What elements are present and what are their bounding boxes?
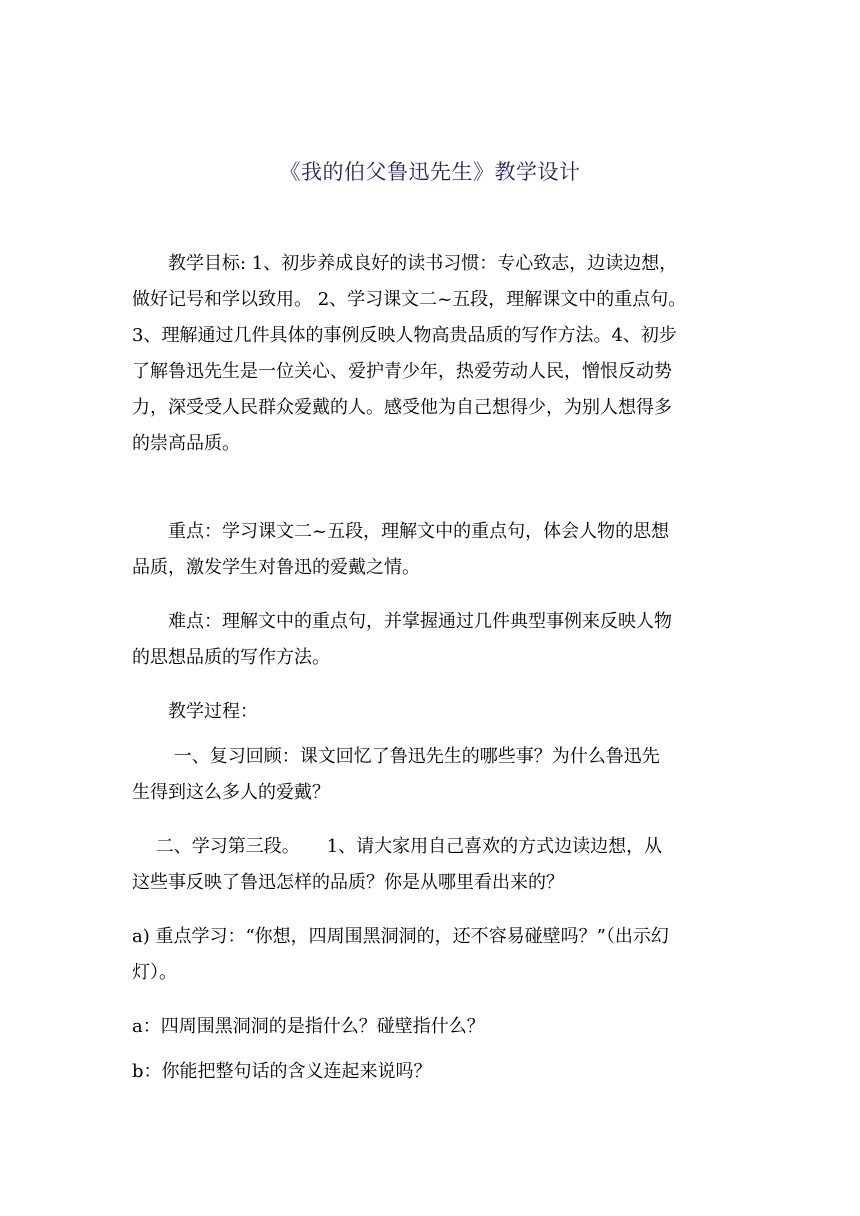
text-line: 力，深受受人民群众爱戴的人。感受他为自己想得少，为别人想得多 [132,397,672,418]
text-line: 教学目标: 1、初步养成良好的读书习惯：专心致志，边读边想， [132,253,678,274]
text-line: 3、理解通过几件具体的事例反映人物高贵品质的写作方法。4、初步 [132,325,677,346]
paragraph-key-points [132,514,732,586]
text-line: b：你能把整句话的含义连起来说吗？ [132,1061,432,1082]
paragraph-focus-study [132,919,732,991]
text-line: 做好记号和学以致用。 2、学习课文二~五段，理解课文中的重点句。 [132,289,687,310]
text-line: 教学过程： [132,701,258,722]
paragraph-process-heading [132,694,732,730]
text-line: 品质，激发学生对鲁迅的爱戴之情。 [132,557,420,578]
text-line: 灯）。 [132,962,177,983]
text-line: a) 重点学习：“你想，四周围黑洞洞的，还不容易碰壁吗？”（出示幻 [132,926,669,947]
text-line: 重点：学习课文二~五段，理解文中的重点句，体会人物的思想 [132,521,670,542]
paragraph-review [132,739,732,811]
text-line: 生得到这么多人的爱戴？ [132,782,330,803]
text-line: 这些事反映了鲁迅怎样的品质？你是从哪里看出来的？ [132,872,564,893]
text-line: 难点：理解文中的重点句，并掌握通过几件典型事例来反映人物 [132,611,672,632]
text-line: a：四周围黑洞洞的是指什么？碰壁指什么？ [132,1016,485,1037]
text-line: 二、学习第三段。 1、请大家用自己喜欢的方式边读边想，从 [132,836,663,857]
paragraph-question-a [132,1009,732,1045]
text-line: 了解鲁迅先生是一位关心、爱护青少年，热爱劳动人民，憎恨反动势 [132,361,672,382]
document-title: 《我的伯父鲁迅先生》教学设计 [279,160,581,184]
text-line: 的崇高品质。 [132,433,240,454]
text-line: 一、复习回顾：课文回忆了鲁迅先生的哪些事？为什么鲁迅先 [132,746,660,767]
paragraph-difficulties [132,604,732,676]
text-line: 的思想品质的写作方法。 [132,647,330,668]
paragraph-objectives [132,246,732,462]
paragraph-question-b [132,1054,732,1090]
paragraph-section-three [132,829,732,901]
